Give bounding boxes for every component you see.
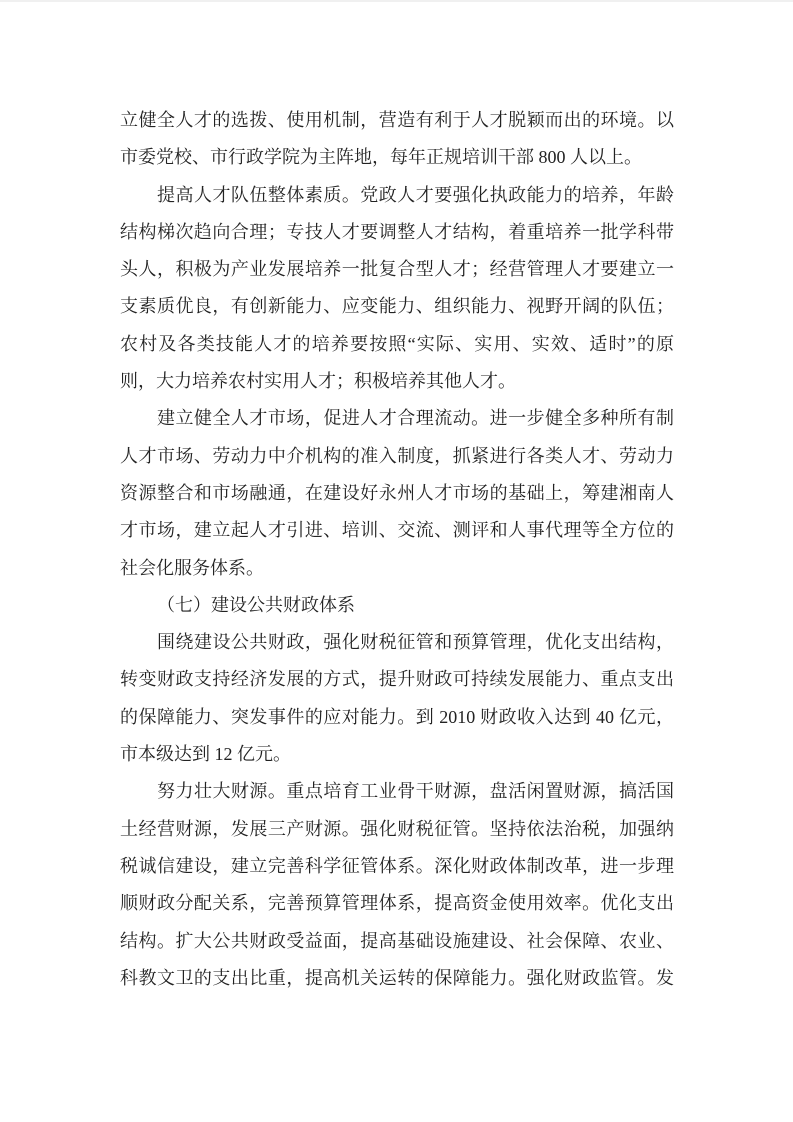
text-line: 市本级达到 12 亿元。: [120, 744, 291, 765]
text-line: 人才市场、劳动力中介机构的准入制度，抓紧进行各类人才、劳动力: [120, 445, 674, 466]
text-line: 则，大力培养农村实用人才；积极培养其他人才。: [120, 371, 516, 392]
text-line: 努力壮大财源。重点培育工业骨干财源，盘活闲置财源，搞活国: [157, 781, 674, 802]
text-line: 结构。扩大公共财政受益面，提高基础设施建设、社会保障、农业、: [120, 930, 674, 951]
text-line: 支素质优良，有创新能力、应变能力、组织能力、视野开阔的队伍；: [120, 296, 674, 317]
text-line: 社会化服务体系。: [120, 557, 264, 578]
text-line: 转变财政支持经济发展的方式，提升财政可持续发展能力、重点支出: [120, 669, 674, 690]
text-line: 建立健全人才市场，促进人才合理流动。进一步健全多种所有制: [157, 408, 674, 429]
text-line: 农村及各类技能人才的培养要按照“实际、实用、实效、适时”的原: [120, 333, 674, 354]
text-line: 头人，积极为产业发展培养一批复合型人才；经营管理人才要建立一: [120, 259, 674, 280]
text-line: 税诚信建设，建立完善科学征管体系。深化财政体制改革，进一步理: [120, 855, 674, 876]
section-heading-line: （七）建设公共财政体系: [157, 594, 355, 615]
text-line: 土经营财源，发展三产财源。强化财税征管。坚持依法治税，加强纳: [120, 818, 674, 839]
text-line: 提高人才队伍整体素质。党政人才要强化执政能力的培养，年龄: [157, 184, 674, 205]
text-line: 科教文卫的支出比重，提高机关运转的保障能力。强化财政监管。发: [120, 967, 674, 988]
text-line: 才市场，建立起人才引进、培训、交流、测评和人事代理等全方位的: [120, 520, 674, 541]
text-line: 资源整合和市场融通，在建设好永州人才市场的基础上，筹建湘南人: [120, 482, 674, 503]
paragraph: [120, 177, 674, 401]
document-text-block: [120, 102, 674, 997]
paragraph: [120, 624, 674, 773]
text-line: 的保障能力、突发事件的应对能力。到 2010 财政收入达到 40 亿元，: [120, 706, 674, 727]
text-line: 围绕建设公共财政，强化财税征管和预算管理，优化支出结构，: [157, 632, 674, 653]
text-line: 立健全人才的选拨、使用机制，营造有利于人才脱颖而出的环境。以: [120, 110, 674, 130]
text-line: 市委党校、市行政学院为主阵地，每年正规培训干部 800 人以上。: [120, 147, 642, 168]
section-heading: [120, 587, 674, 624]
paragraph: [120, 773, 674, 997]
text-line: 顺财政分配关系，完善预算管理体系，提高资金使用效率。优化支出: [120, 893, 674, 914]
text-line: 结构梯次趋向合理；专技人才要调整人才结构，着重培养一批学科带: [120, 221, 674, 242]
paragraph: [120, 102, 674, 177]
paragraph: [120, 400, 674, 586]
